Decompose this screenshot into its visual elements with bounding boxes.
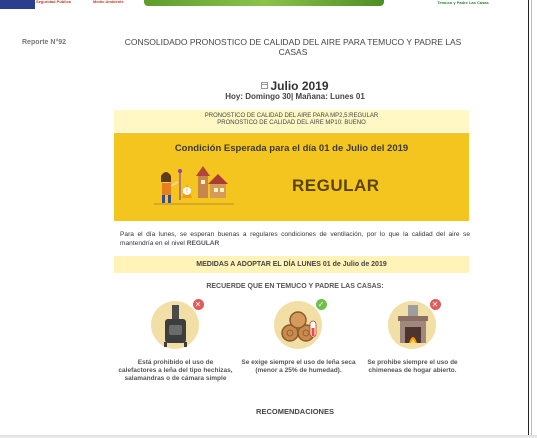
municipal-logo: Temuco y Padre Las Casas <box>437 0 489 5</box>
condition-value: REGULAR <box>292 176 380 195</box>
prohibited-badge-icon: ✕ <box>430 299 441 310</box>
gov-label-medio-ambiente: Medio Ambiente <box>93 0 124 4</box>
page-edge <box>528 0 529 438</box>
measure-text-stove: Está prohibido el uso de calefactores a leña del tipo hechizas, salamandras o de cámara simple <box>118 359 233 382</box>
page-edge-shadow <box>531 0 532 438</box>
condition-title: Condición Esperada para el día 01 de Julio del 2019 <box>174 143 409 154</box>
description-level: REGULAR <box>186 240 220 247</box>
measure-text-dry-wood: Se exige siempre el uso de leña seca (menor a 25% de humedad). <box>241 359 356 374</box>
document-title: CONSOLIDADO PRONOSTICO DE CALIDAD DEL AIRE PARA TEMUCO Y PADRE LAS CASAS <box>124 37 462 57</box>
measure-text-fireplace: Se prohibe siempre el uso de chimeneas de hogar abierto. <box>367 359 458 374</box>
calendar-icon <box>261 82 268 89</box>
top-banner <box>0 0 537 9</box>
government-logo <box>0 0 35 9</box>
today-tomorrow-line: Hoy: Domingo 30| Mañana: Lunes 01 <box>225 92 365 101</box>
report-month: Julio 2019 <box>270 79 329 93</box>
svg-text:!: ! <box>185 188 189 195</box>
description-text: Para el día lunes, se esperan buenas a regulares condiciones de ventilación, por lo que la calidad del aire se mantendría en el nivel <box>120 231 470 247</box>
measure-item-dry-wood <box>241 297 356 375</box>
measures-heading: MEDIDAS A ADOPTAR EL DÍA LUNES 01 de Julio de 2019 <box>114 256 469 273</box>
condition-box <box>114 133 469 221</box>
measure-item-fireplace <box>355 297 470 375</box>
condition-description <box>120 230 470 248</box>
report-date <box>120 79 470 93</box>
gov-label-seguridad: Seguridad Pública <box>36 0 71 4</box>
allowed-badge-icon: ✓ <box>316 299 327 310</box>
prohibited-badge-icon: ✕ <box>193 299 204 310</box>
measure-item-stove <box>118 297 233 383</box>
header-banner-image <box>144 0 384 6</box>
air-quality-illustration-icon <box>154 160 234 210</box>
report-number: Reporte N°92 <box>22 39 67 46</box>
forecast-mp10: PRONOSTICO DE CALIDAD DEL AIRE MP10: BUENO <box>217 120 366 126</box>
recommendations-heading: RECOMENDACIONES <box>256 407 334 416</box>
measures-reminder: RECUERDE QUE EN TEMUCO Y PADRE LAS CASAS: <box>206 283 384 290</box>
forecast-box <box>114 110 469 132</box>
forecast-mp25: PRONOSTICO DE CALIDAD DEL AIRE PARA MP2,5:REGULAR <box>204 113 379 119</box>
